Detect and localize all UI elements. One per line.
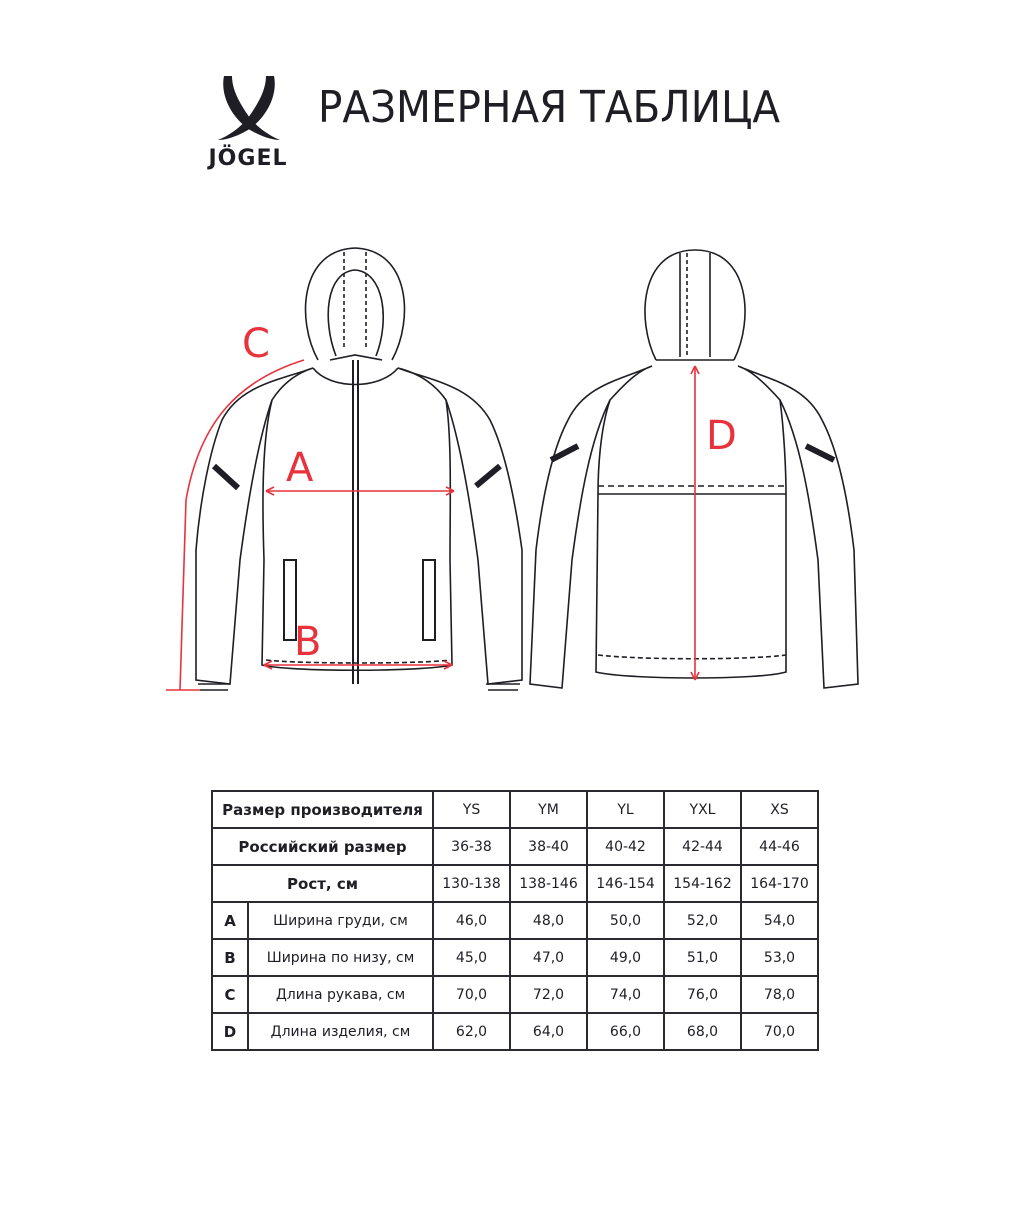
table-cell: 68,0 [664, 1013, 741, 1050]
label-c: C [242, 321, 270, 367]
table-row-height [212, 865, 818, 902]
table-cell: 53,0 [741, 939, 818, 976]
measurement-label: Длина изделия, см [248, 1013, 433, 1050]
table-cell: 72,0 [510, 976, 587, 1013]
measurement-letter: C [212, 976, 248, 1013]
table-cell: 40-42 [587, 828, 664, 865]
table-cell: 164-170 [741, 865, 818, 902]
jacket-illustration [160, 230, 880, 700]
table-cell: 62,0 [433, 1013, 510, 1050]
table-cell: 42-44 [664, 828, 741, 865]
measurement-letter: A [212, 902, 248, 939]
jacket-diagram [160, 230, 880, 700]
table-cell: 154-162 [664, 865, 741, 902]
height-label: Рост, см [212, 865, 433, 902]
table-row-russian-size [212, 828, 818, 865]
table-row-measurement-c [212, 976, 818, 1013]
size-cell: YL [587, 791, 664, 828]
table-cell: 48,0 [510, 902, 587, 939]
measurement-label: Ширина груди, см [248, 902, 433, 939]
table-cell: 45,0 [433, 939, 510, 976]
table-cell: 36-38 [433, 828, 510, 865]
front-view [196, 248, 522, 690]
jogel-emblem-icon [214, 74, 284, 142]
table-cell: 76,0 [664, 976, 741, 1013]
table-cell: 52,0 [664, 902, 741, 939]
table-cell: 46,0 [433, 902, 510, 939]
table-cell: 38-40 [510, 828, 587, 865]
table-cell: 146-154 [587, 865, 664, 902]
table-cell: 54,0 [741, 902, 818, 939]
size-cell: XS [741, 791, 818, 828]
table-row-manufacturer-size [212, 791, 818, 828]
measurement-letter: D [212, 1013, 248, 1050]
measurement-letter: B [212, 939, 248, 976]
back-view [530, 250, 858, 688]
table-cell: 70,0 [741, 1013, 818, 1050]
label-d: D [706, 413, 737, 459]
table-row-measurement-b [212, 939, 818, 976]
measurement-label: Ширина по низу, см [248, 939, 433, 976]
label-a: A [286, 445, 314, 491]
table-cell: 78,0 [741, 976, 818, 1013]
label-b: B [294, 619, 322, 665]
table-cell: 51,0 [664, 939, 741, 976]
brand-logo [196, 74, 300, 174]
table-row-measurement-d [212, 1013, 818, 1050]
table-cell: 66,0 [587, 1013, 664, 1050]
size-table [211, 790, 819, 1051]
table-cell: 64,0 [510, 1013, 587, 1050]
russian-size-label: Российский размер [212, 828, 433, 865]
size-cell: YXL [664, 791, 741, 828]
table-cell: 50,0 [587, 902, 664, 939]
table-cell: 130-138 [433, 865, 510, 902]
table-row-measurement-a [212, 902, 818, 939]
page-title: РАЗМЕРНАЯ ТАБЛИЦА [318, 82, 781, 133]
size-cell: YM [510, 791, 587, 828]
table-cell: 74,0 [587, 976, 664, 1013]
table-cell: 47,0 [510, 939, 587, 976]
size-cell: YS [433, 791, 510, 828]
table-cell: 70,0 [433, 976, 510, 1013]
manufacturer-size-label: Размер производителя [212, 791, 433, 828]
measurement-label: Длина рукава, см [248, 976, 433, 1013]
table-cell: 44-46 [741, 828, 818, 865]
table-cell: 49,0 [587, 939, 664, 976]
brand-name: JÖGEL [208, 146, 288, 171]
table-cell: 138-146 [510, 865, 587, 902]
